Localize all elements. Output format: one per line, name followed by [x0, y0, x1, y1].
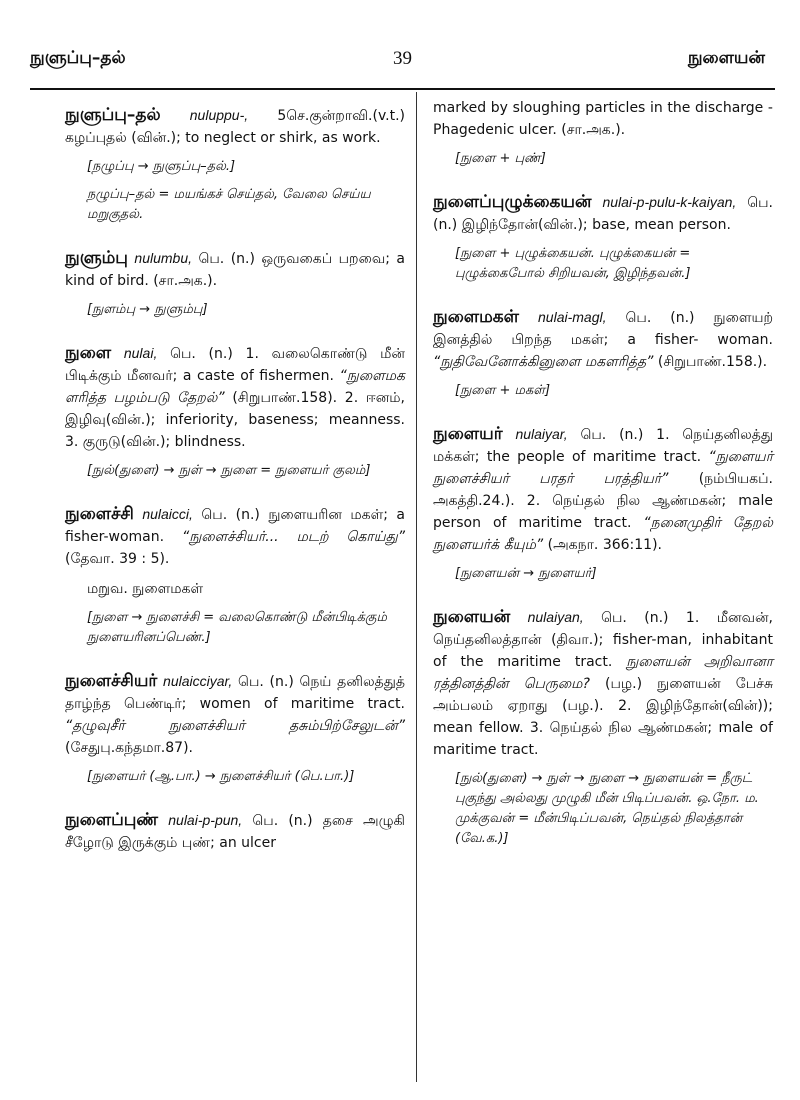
- headword: நுளை: [65, 343, 112, 363]
- entry-nulai: [65, 342, 405, 481]
- etymology: [நுளை + மகள்]: [455, 383, 551, 398]
- transliteration: nulai-magl,: [538, 309, 607, 325]
- headword: நுளைச்சி: [65, 504, 134, 524]
- headword: நுளைப்புழுக்கையன்: [433, 192, 592, 212]
- note: நழுப்பு–தல் = மயங்கச் செய்தல், வேலை செய்ய மறுகுதல்.: [87, 187, 371, 222]
- headword: நுளைப்புண்: [65, 810, 159, 830]
- left-column: [65, 104, 405, 876]
- definition-cont: (அகநா. 366:11).: [547, 537, 662, 553]
- entry-nulaimagal: [433, 306, 773, 401]
- quotation: “நுதிவேனோக்கினுளை மகளரித்த”: [433, 354, 654, 370]
- column-divider: [416, 92, 417, 1082]
- transliteration: nulai-p-pulu-k-kaiyan,: [602, 194, 737, 210]
- transliteration: nulai-p-pun,: [168, 812, 243, 828]
- definition-cont: (தேவா. 39 : 5).: [65, 551, 170, 567]
- page-number: 39: [393, 48, 412, 69]
- etymology: [நுல்(துளை) → நுள் → நுளை = நுளையர் குலம்]: [87, 463, 371, 478]
- right-column: [433, 97, 773, 871]
- definition-cont: (பழ.) நுளையன் பேச்சு அம்பலம் ஏறாது (பழ.). 2. இழிந்தோன்(வின்)); mean fellow. 3. நெய்தல் நில ஆண்மகன்; male of maritime tract.: [433, 676, 774, 758]
- entry-nulaiyan: [433, 606, 773, 849]
- entry-nulaippulukkaiyan: [433, 191, 773, 284]
- entry-nuluppu: [65, 104, 405, 225]
- definition-cont: (சேதுபு.கந்தமா.87).: [65, 740, 193, 756]
- etymology: [நழுப்பு → நுளுப்பு–தல்.]: [87, 159, 236, 174]
- definition: பெ. (n.) தசை அழுகி சீழோடு இருக்கும் புண்; an ulcer: [65, 813, 406, 851]
- entry-nulaicci: [65, 503, 405, 648]
- transliteration: nulaiyar,: [515, 426, 568, 442]
- definition: பெ. (n.) 1. வலைகொண்டு மீன் பிடிக்கும் மீனவர்; a caste of fishermen.: [65, 346, 405, 384]
- entry-nulaippun: [65, 809, 405, 854]
- quotation: நுளையன் அறிவானா ரத்தினத்தின் பெருமை?: [433, 654, 774, 692]
- entry-nulumbu: [65, 247, 405, 320]
- definition: 5செ.குன்றாவி.(v.t.) கழப்புதல் (வின்.); to neglect or shirk, as work.: [65, 108, 405, 146]
- transliteration: nulaicciyar,: [163, 673, 233, 689]
- etymology: [நுளம்பு → நுளும்பு]: [87, 302, 208, 317]
- entry-nulaicciyar: [65, 670, 405, 787]
- definition-cont: (நம்பியகப். அகத்தி.24.). 2. நெய்தல் நில ஆண்மகன்; male person of maritime tract.: [433, 471, 774, 531]
- page-header: [30, 48, 775, 78]
- entry-nulaiyar: [433, 423, 773, 584]
- definition-cont: (சிறுபாண்.158.).: [657, 354, 768, 370]
- etymology: [நுல்(துளை) → நுள் → நுளை → நுளையன் = நீருட் புகுந்து அல்லது முழுகி மீன் பிடிப்பவன். ஒ.நோ. ம. முக்குவன் = மீன்பிடிப்பவன், நெய்தல் நிலத்தான் (வே.க.)]: [455, 771, 759, 846]
- etymology: [நுளை + புழுக்கையன். புழுக்கையன் = புழுக்கைபோல் சிறியவன், இழிந்தவன்.]: [455, 246, 691, 281]
- transliteration: nulumbu,: [134, 250, 193, 266]
- headword: நுளையர்: [433, 424, 503, 444]
- quotation: “நுளைச்சியர்... மடற் கொய்து”: [182, 529, 405, 545]
- quotation: “நனைமுதிர் தேறல் நுளையர்க் கீயும்”: [433, 515, 773, 553]
- definition: பெ. (n.) 1. நெய்தனிலத்து மக்கள்; the people of maritime tract.: [433, 427, 774, 465]
- headword: நுளையன்: [433, 607, 511, 627]
- definition-cont: (சிறுபாண்.158). 2. ஈனம், இழிவு(வின்.); inferiority, baseness; meanness. 3. குருடு(வின்.); blindness.: [65, 390, 405, 450]
- entry-continued: [433, 97, 773, 169]
- transliteration: nulaicci,: [142, 506, 193, 522]
- etymology: [நுளை → நுளைச்சி = வலைகொண்டு மீன்பிடிக்கும் நுளையரினப்பெண்.]: [87, 610, 387, 645]
- definition: பெ. (n.) 1. மீனவன், நெய்தனிலத்தான் (திவா.); fisher-man, inhabitant of the maritime tract.: [433, 610, 774, 670]
- definition: பெ. (n.) நுளையற் இனத்தில் பிறந்த மகள்; a fisher- woman.: [433, 310, 774, 348]
- header-right-word: நுளையன்: [687, 48, 765, 68]
- definition: பெ. (n.) ஒருவகைப் பறவை; a kind of bird. (சா.அக.).: [65, 251, 405, 289]
- headword: நுளைச்சியர்: [65, 671, 158, 691]
- header-rule: [30, 88, 775, 90]
- definition-cont: marked by sloughing particles in the discharge - Phagedenic ulcer. (சா.அக.).: [433, 100, 773, 138]
- etymology: [நுளையர் (ஆ.பா.) → நுளைச்சியர் (பெ.பா.)]: [87, 769, 355, 784]
- definition: பெ. (n.) நுளையரின மகள்; a fisher-woman.: [65, 507, 406, 545]
- transliteration: nulai,: [123, 345, 158, 361]
- variant-note: மறுவ. நுளைமகள்: [87, 581, 204, 597]
- definition: பெ. (n.) நெய் தனிலத்துத் தாழ்ந்த பெண்டிர்; women of maritime tract.: [65, 674, 405, 712]
- quotation: “நுளையர் நுளைச்சியர் பரதர் பரத்தியர்”: [433, 449, 774, 487]
- transliteration: nulaiyan,: [527, 609, 584, 625]
- headword: நுளுப்பு–தல்: [65, 105, 161, 125]
- headword: நுளும்பு: [65, 248, 128, 268]
- etymology: [நுளை + புண்]: [455, 151, 546, 166]
- definition: பெ. (n.) இழிந்தோன்(வின்.); base, mean person.: [433, 195, 773, 233]
- header-left-word: நுளுப்பு–தல்: [30, 48, 126, 68]
- quotation: “தழுவுசீர் நுளைச்சியர் தசும்பிற்சேலுடன்”: [65, 718, 405, 734]
- quotation: “நுளைமக ளரித்த பழம்படு தேறல்”: [65, 368, 406, 406]
- headword: நுளைமகள்: [433, 307, 520, 327]
- etymology: [நுளையன் → நுளையர்]: [455, 566, 597, 581]
- transliteration: nuluppu-,: [189, 107, 249, 123]
